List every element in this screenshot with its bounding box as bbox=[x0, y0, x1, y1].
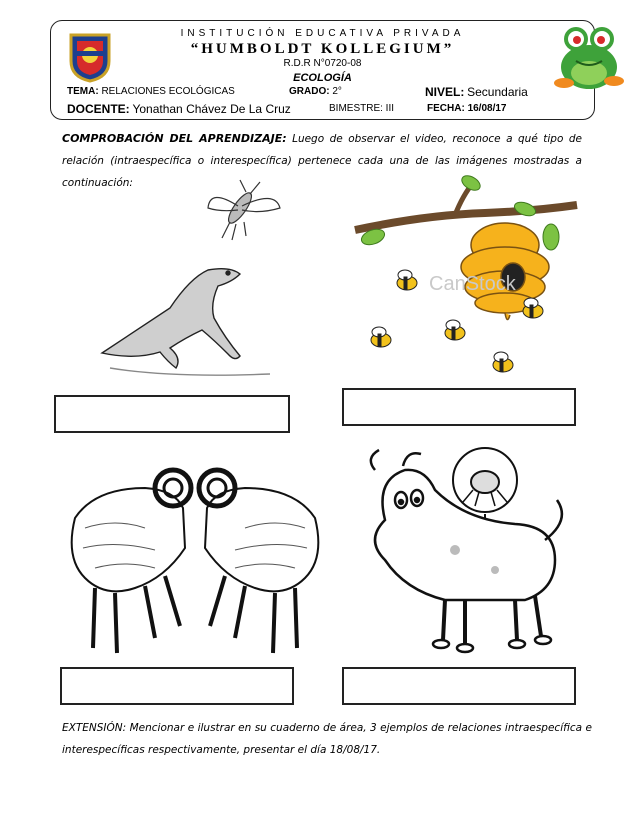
beehive-illustration bbox=[345, 175, 585, 385]
tema-value: RELACIONES ECOLÓGICAS bbox=[101, 86, 235, 97]
answer-box-2[interactable] bbox=[342, 388, 576, 426]
instructions-text: Luego de observar el video, reconoce a qué tipo de relación (intraespecífica o interespecífica) pertenece cada una de las imágenes mostradas a continuación: bbox=[62, 133, 582, 189]
answer-box-4[interactable] bbox=[342, 667, 576, 705]
nivel-value: Secundaria bbox=[467, 85, 528, 99]
frog-mascot-icon bbox=[544, 15, 634, 95]
insect-icon bbox=[208, 180, 280, 240]
worksheet-header bbox=[50, 20, 595, 120]
fecha-label: FECHA: bbox=[427, 103, 465, 114]
instructions-lead: COMPROBACIÓN DEL APRENDIZAJE: bbox=[62, 132, 287, 145]
docente-value: Yonathan Chávez De La Cruz bbox=[132, 102, 291, 116]
fecha-value: 16/08/17 bbox=[467, 103, 507, 114]
watermark-text: CanStock bbox=[429, 273, 516, 295]
rams-fighting-illustration bbox=[55, 448, 335, 663]
grado-value: 2° bbox=[332, 86, 342, 97]
ram-right-icon bbox=[199, 470, 318, 653]
flea-dog-illustration bbox=[345, 440, 575, 660]
grado-label: GRADO: bbox=[289, 86, 330, 97]
resolution-number: R.D.R N°0720-08 bbox=[283, 58, 362, 69]
lizard-insect-illustration bbox=[90, 178, 290, 388]
answer-box-3[interactable] bbox=[60, 667, 294, 705]
school-name: “HUMBOLDT KOLLEGIUM” bbox=[190, 41, 455, 57]
subject-title: ECOLOGÍA bbox=[293, 72, 352, 84]
extension-task: EXTENSIÓN: Mencionar e ilustrar en su cuaderno de área, 3 ejemplos de relaciones intraespecífica e interespecíficas respectivamente, presentar el día 18/08/17. bbox=[62, 722, 592, 756]
institution-type: INSTITUCIÓN EDUCATIVA PRIVADA bbox=[180, 28, 465, 39]
ram-left-icon bbox=[72, 470, 191, 653]
docente-label: DOCENTE: bbox=[67, 102, 130, 116]
lizard-icon bbox=[102, 269, 270, 375]
tema-label: TEMA: bbox=[67, 86, 99, 97]
answer-box-1[interactable] bbox=[54, 395, 290, 433]
bimestre: BIMESTRE: III bbox=[329, 103, 395, 114]
nivel-label: NIVEL: bbox=[425, 85, 465, 99]
